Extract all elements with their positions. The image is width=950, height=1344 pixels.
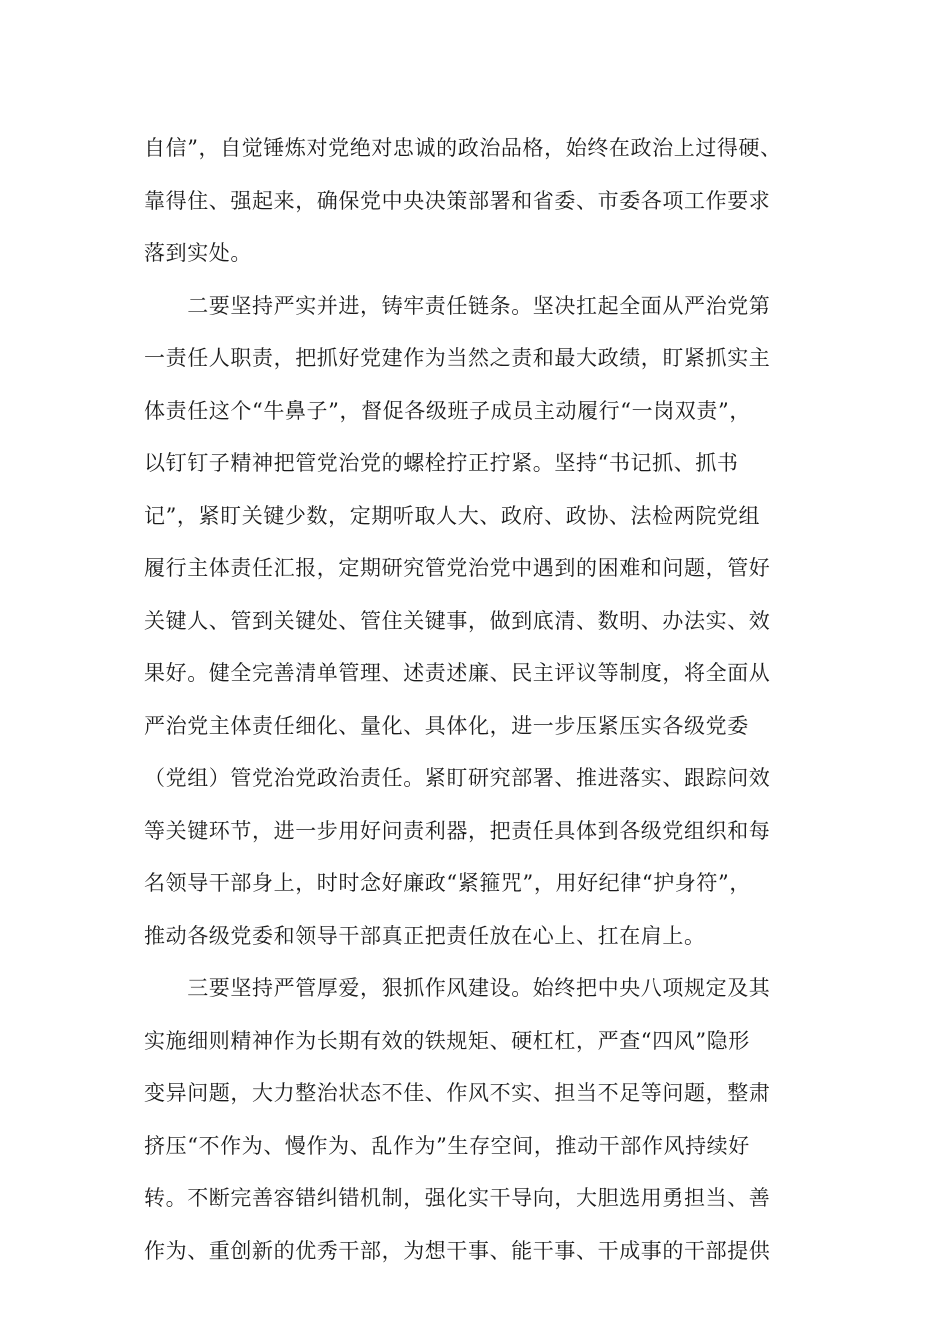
text-line: 变异问题，大力整治状态不佳、作风不实、担当不足等问题，整肃: [144, 1081, 771, 1105]
text-line: 三要坚持严管厚爱，狠抓作风建设。始终把中央八项规定及其: [144, 976, 771, 1000]
document-body: [144, 128, 804, 1283]
text-line: 转。不断完善容错纠错机制，强化实干导向，大胆选用勇担当、善: [144, 1186, 771, 1210]
text-line: 果好。健全完善清单管理、述责述廉、民主评议等制度，将全面从: [144, 661, 771, 685]
text-line: 一责任人职责，把抓好党建作为当然之责和最大政绩，盯紧抓实主: [144, 346, 771, 370]
text-line: 等关键环节，进一步用好问责利器，把责任具体到各级党组织和每: [144, 818, 771, 843]
text-line: 严治党主体责任细化、量化、具体化，进一步压紧压实各级党委: [144, 713, 749, 738]
text-line: 名领导干部身上，时时念好廉政“紧箍咒”，用好纪律“护身符”，: [144, 871, 751, 895]
text-line: 以钉钉子精神把管党治党的螺栓拧正拧紧。坚持“书记抓、抓书: [144, 451, 739, 475]
text-line: 自信”，自觉锤炼对党绝对忠诚的政治品格，始终在政治上过得硬、: [144, 136, 782, 160]
text-line: 落到实处。: [144, 241, 252, 265]
text-line: （党组）管党治党政治责任。紧盯研究部署、推进落实、跟踪问效: [144, 766, 771, 790]
text-line: 二要坚持严实并进，铸牢责任链条。坚决扛起全面从严治党第: [144, 293, 771, 318]
text-line: 体责任这个“牛鼻子”，督促各级班子成员主动履行“一岗双责”，: [144, 398, 751, 423]
text-line: 挤压“不作为、慢作为、乱作为”生存空间，推动干部作风持续好: [144, 1133, 750, 1158]
text-line: 推动各级党委和领导干部真正把责任放在心上、扛在肩上。: [144, 923, 706, 948]
text-line: 履行主体责任汇报，定期研究管党治党中遇到的困难和问题，管好: [144, 556, 771, 580]
text-line: 实施细则精神作为长期有效的铁规矩、硬杠杠，严查“四风”隐形: [144, 1028, 750, 1053]
text-line: 靠得住、强起来，确保党中央决策部署和省委、市委各项工作要求: [144, 188, 771, 213]
text-line: 记”，紧盯关键少数，定期听取人大、政府、政协、法检两院党组: [144, 503, 761, 528]
text-line: 作为、重创新的优秀干部，为想干事、能干事、干成事的干部提供: [144, 1238, 771, 1263]
text-line: 关键人、管到关键处、管住关键事，做到底清、数明、办法实、效: [144, 608, 771, 633]
